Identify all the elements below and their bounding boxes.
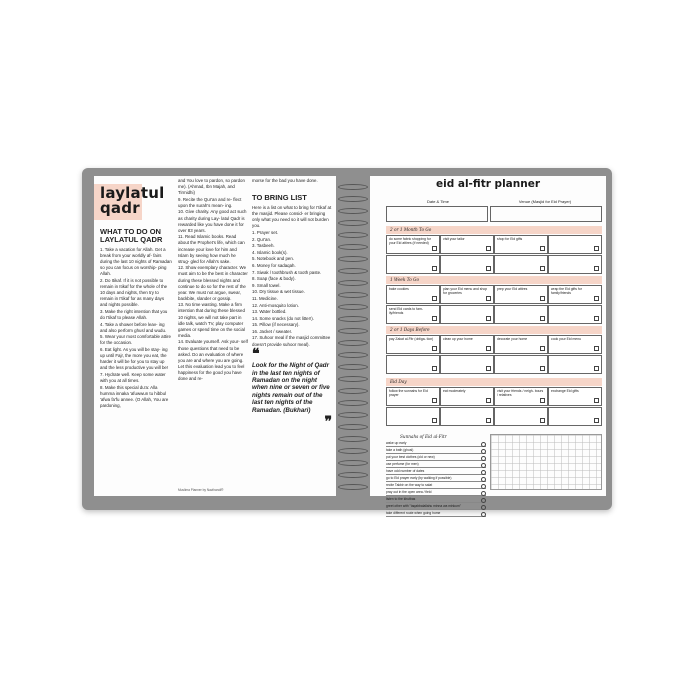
venue-header: Venue (Masjid for Eid Prayer)	[518, 199, 572, 204]
binder-ring	[338, 352, 368, 358]
sunnah-item	[386, 440, 486, 447]
task-checkbox[interactable]	[432, 366, 437, 371]
what-to-do-list-continued	[178, 178, 248, 382]
date-time-box[interactable]	[386, 206, 488, 222]
task-cell[interactable]	[494, 335, 548, 354]
section-label: Eid Day	[390, 379, 407, 384]
binder-ring	[338, 292, 368, 298]
task-label: exchange Eid gifts	[551, 389, 579, 393]
binder-ring	[338, 220, 368, 226]
section-label: 1 Week To Go	[390, 277, 419, 282]
task-checkbox[interactable]	[594, 398, 599, 403]
sunnah-text: take different route when going home	[386, 511, 441, 515]
sunnah-item	[386, 503, 486, 510]
list-item: 1. Take a vacation for Allah. Get a break from your worldly af- fairs during the last 10 nights of Ramadan so you can focus on worship- ping Allah.	[100, 247, 172, 277]
sunnah-text: take a bath (ghusl)	[386, 448, 414, 452]
task-label: do some fabric shopping for your Eid attires (if needed)	[389, 237, 431, 246]
binder-ring	[338, 460, 368, 466]
sunnah-text: pray out in the open area / field	[386, 490, 432, 494]
binder-ring	[338, 484, 368, 490]
task-cell[interactable]	[440, 285, 494, 304]
task-checkbox[interactable]	[432, 418, 437, 423]
quote-open-icon: ❝	[252, 346, 260, 363]
task-checkbox[interactable]	[594, 366, 599, 371]
bring-item: 3. Tasbeeh.	[252, 243, 275, 249]
binder-ring	[338, 448, 368, 454]
task-cell[interactable]	[548, 255, 602, 274]
binder-ring	[338, 328, 368, 334]
bring-item: 4. Islamic book(s).	[252, 249, 288, 255]
task-checkbox[interactable]	[594, 296, 599, 301]
binder-ring	[338, 184, 368, 190]
binder-ring	[338, 280, 368, 286]
binder-ring	[338, 304, 368, 310]
bring-item: 8. Soap (face & body).	[252, 276, 296, 282]
bring-item: 5. Notebook and pen.	[252, 256, 294, 262]
task-cell[interactable]	[386, 235, 440, 254]
task-checkbox[interactable]	[540, 366, 545, 371]
task-cell[interactable]	[386, 305, 440, 324]
task-label: visit your tailor	[443, 237, 465, 241]
list-item: 9. Recite the Qur'an and re- flect upon the surah's mean- ing.	[178, 196, 242, 208]
list-item: 8. Make this special du'a: Alla humma innaka 'afuwwun tu hibbul 'afwa fa'fu annee. (O Allah, You are pardoning,	[100, 384, 169, 408]
binder-ring	[338, 400, 368, 406]
sunnah-text: use perfume (for men)	[386, 462, 419, 466]
sunnah-item	[386, 489, 486, 496]
binder-ring	[338, 436, 368, 442]
task-label: follow the sunnahs for Eid prayer	[389, 389, 428, 398]
task-cell[interactable]	[494, 305, 548, 324]
sunnah-text: wake up early	[386, 441, 407, 445]
bring-item: 10. Dry tissue & wet tissue.	[252, 289, 305, 295]
task-cell[interactable]	[548, 355, 602, 374]
task-cell[interactable]	[386, 285, 440, 304]
title-line-2: qadr	[100, 199, 140, 217]
sunnah-item	[386, 475, 486, 482]
bring-item: 12. Anti-mosquito lotion.	[252, 302, 299, 308]
list-item: and You love to pardon, so pardon me). (Ahmad, Ibn Majah, and Tirmidhi)	[178, 178, 245, 196]
task-checkbox[interactable]	[486, 246, 491, 251]
task-label: bake cookies	[389, 287, 409, 291]
sunnah-checkbox[interactable]	[481, 470, 486, 475]
sunnah-item	[386, 454, 486, 461]
sunnah-checkbox[interactable]	[481, 512, 486, 517]
list-item: 6. Eat light. As you will be stay- ing up until Fajr, the more you eat, the harder it will be for you to stay up and the less productive you will be!	[100, 347, 169, 371]
task-cell[interactable]	[548, 305, 602, 324]
task-cell[interactable]	[548, 335, 602, 354]
binder-ring	[338, 412, 368, 418]
section-label: 2 or 1 Month To Go	[390, 227, 432, 232]
sunnah-label: Sunnahs of Eid al-Fitr	[400, 434, 447, 439]
sunnah-checkbox[interactable]	[481, 456, 486, 461]
task-checkbox[interactable]	[540, 246, 545, 251]
column-1	[100, 228, 172, 409]
eid-planner-title: eid al-fitr planner	[435, 178, 541, 190]
sunnah-item	[386, 447, 486, 454]
sunnah-text: put your best clothes (old or new)	[386, 455, 435, 459]
task-checkbox[interactable]	[594, 316, 599, 321]
task-checkbox[interactable]	[540, 346, 545, 351]
task-cell[interactable]	[548, 235, 602, 254]
task-cell[interactable]	[440, 387, 494, 406]
task-cell[interactable]	[386, 355, 440, 374]
task-label: visit your friends / neigh- bours / relatives	[497, 389, 544, 398]
binder-ring	[338, 340, 368, 346]
sunnah-checkbox[interactable]	[481, 449, 486, 454]
task-cell[interactable]	[386, 407, 440, 426]
task-checkbox[interactable]	[432, 266, 437, 271]
task-checkbox[interactable]	[432, 246, 437, 251]
list-item: 12. Show exemplary character. We must aim to be the best in character during these blessed nights and continue to do so for the rest of the year. We must not argue, swear, backbite, slander or gossip.	[178, 265, 248, 301]
task-cell[interactable]	[548, 285, 602, 304]
to-bring-intro: Here is a list on what to bring for I'tikaf at the masjid. Please consid- er bringing only what you need so it will not burden you.	[252, 205, 332, 229]
sunnah-checkbox[interactable]	[481, 498, 486, 503]
binder-ring	[338, 208, 368, 214]
task-label: pay Zakat al-Fitr (obliga- tion)	[389, 337, 434, 341]
bring-item: 14. Some snacks (do not litter!).	[252, 315, 314, 321]
section-label: 2 or 1 Days Before	[390, 327, 430, 332]
bring-item: 16. Jacket / sweater.	[252, 328, 293, 334]
task-label: decorate your home	[497, 337, 528, 341]
sunnah-text: have odd number of dates	[386, 469, 425, 473]
bring-item: 13. Water bottled.	[252, 309, 287, 315]
list-item: 11. Read Islamic books. Read about the Prophet's life, which can increase your love for him and Islam by seeing how much he strug- gled for Allah's sake.	[178, 234, 245, 264]
venue-box[interactable]	[490, 206, 602, 222]
task-checkbox[interactable]	[432, 296, 437, 301]
task-label: wrap the Eid gifts for family/friends	[551, 287, 582, 296]
task-checkbox[interactable]	[594, 266, 599, 271]
binder-ring	[338, 256, 368, 262]
left-page	[94, 176, 336, 496]
sunnah-checkbox[interactable]	[481, 484, 486, 489]
to-bring-heading: TO BRING LIST	[252, 193, 307, 203]
column-3	[252, 178, 332, 428]
task-cell[interactable]	[494, 255, 548, 274]
what-to-do-list	[100, 247, 172, 409]
task-label: prep your Eid attires	[497, 287, 528, 291]
sunnah-checkbox[interactable]	[481, 505, 486, 510]
binder-ring	[338, 364, 368, 370]
to-bring-list	[252, 230, 332, 348]
sunnah-text: recite Takbir on the way to salat	[386, 483, 433, 487]
notes-grid[interactable]	[490, 434, 602, 490]
sunnah-item	[386, 510, 486, 517]
task-cell[interactable]	[440, 407, 494, 426]
binder-ring	[338, 376, 368, 382]
task-checkbox[interactable]	[594, 246, 599, 251]
task-label: shop for Eid gifts	[497, 237, 523, 241]
binder-ring	[338, 424, 368, 430]
hadith-quote: Look for the Night of Qadr in the last ten nights of Ramadan on the night when nine or seven or five nights remain out of the last ten nights of the Ramadan. (Bukhari)	[252, 362, 330, 414]
binder-ring	[338, 316, 368, 322]
binder-ring	[338, 268, 368, 274]
bring-item: 6. Money for sadaqah.	[252, 262, 296, 268]
what-to-do-heading: WHAT TO DO ON LAYLATUL QADR	[100, 227, 163, 244]
task-checkbox[interactable]	[540, 398, 545, 403]
sunnah-checkbox[interactable]	[481, 491, 486, 496]
sunnah-checkbox[interactable]	[481, 463, 486, 468]
bring-item: 17. Suhoor meal if the masjid committee doesn't provide suhoor meal).	[252, 335, 331, 347]
title-line-1: laylatul	[100, 184, 165, 202]
sunnah-list	[386, 440, 486, 517]
left-page-title	[100, 186, 164, 216]
task-cell[interactable]	[440, 255, 494, 274]
list-item: 13. No time wasting. Make a firm intention that during these blessed 10 nights, we will not take part in idle talk, watch TV, play computer games or spend time on the social media.	[178, 302, 245, 338]
list-item: 3. Make the right intention that you do I'tikaf to please Allah.	[100, 308, 168, 321]
bring-item: 1. Prayer set.	[252, 229, 279, 235]
sunnah-item	[386, 482, 486, 489]
task-label: cook your Eid menu	[551, 337, 581, 341]
task-label: eat moderately	[443, 389, 466, 393]
task-cell[interactable]	[386, 387, 440, 406]
sunnah-item	[386, 496, 486, 503]
col3-intro: morse for the bad you have done.	[252, 178, 318, 183]
task-checkbox[interactable]	[432, 316, 437, 321]
task-label: clean up your home	[443, 337, 473, 341]
binder-ring	[338, 472, 368, 478]
list-item: 4. Take a shower before leav- ing and also perform ghusl and wudu.	[100, 321, 167, 333]
sunnah-text: greet other with "taqabbalallahu minna wa minkum"	[386, 504, 461, 508]
task-cell[interactable]	[386, 255, 440, 274]
task-cell[interactable]	[494, 285, 548, 304]
task-checkbox[interactable]	[486, 296, 491, 301]
task-cell[interactable]	[386, 335, 440, 354]
task-cell[interactable]	[494, 407, 548, 426]
task-cell[interactable]	[548, 387, 602, 406]
sunnah-item	[386, 461, 486, 468]
task-checkbox[interactable]	[486, 366, 491, 371]
task-checkbox[interactable]	[540, 296, 545, 301]
task-checkbox[interactable]	[432, 398, 437, 403]
sunnah-item	[386, 468, 486, 475]
task-checkbox[interactable]	[486, 316, 491, 321]
bring-item: 9. Small towel.	[252, 282, 281, 288]
binder-ring	[338, 388, 368, 394]
task-checkbox[interactable]	[540, 316, 545, 321]
bring-item: 15. Pillow (if necessary).	[252, 322, 300, 328]
task-checkbox[interactable]	[432, 346, 437, 351]
sunnah-text: listen to the khutbas	[386, 497, 416, 501]
list-item: 7. Hydrate well. Keep some water with you at all times.	[100, 371, 166, 383]
task-cell[interactable]	[440, 355, 494, 374]
task-checkbox[interactable]	[486, 346, 491, 351]
list-item: 10. Give charity. Any good act such as charity during Lay- latul Qadr is rewarded like you have done it for over 83 years.	[178, 209, 247, 233]
sunnah-text: go to Eid prayer early (by walking if possible)	[386, 476, 452, 480]
list-item: 14. Evaluate yourself. Ask your- self those questions that need to be asked. Do an evaluation of where you are and where you are going. Let this evaluation lead you to feel happiness for the good you have done and re-	[178, 339, 248, 381]
task-checkbox[interactable]	[486, 418, 491, 423]
task-checkbox[interactable]	[486, 398, 491, 403]
binder-ring	[338, 244, 368, 250]
bring-item: 11. Medicine.	[252, 295, 278, 301]
task-checkbox[interactable]	[486, 266, 491, 271]
task-label: plan your Eid menu and shop for groceries	[443, 287, 488, 296]
task-label: send Eid cards to fam- ily/friends	[389, 307, 423, 316]
page-footer: Muslima Planner by Nazihandi®	[178, 488, 224, 492]
list-item: 5. Wear your most comfortable attire for the occasion.	[100, 334, 171, 346]
task-checkbox[interactable]	[540, 418, 545, 423]
section-band	[386, 378, 602, 386]
task-cell[interactable]	[440, 235, 494, 254]
task-checkbox[interactable]	[594, 346, 599, 351]
binder-ring	[338, 196, 368, 202]
binder-ring	[338, 232, 368, 238]
bring-item: 7. Siwak / toothbrush & tooth paste.	[252, 269, 322, 275]
sunnah-checkbox[interactable]	[481, 477, 486, 482]
task-cell[interactable]	[494, 235, 548, 254]
task-checkbox[interactable]	[594, 418, 599, 423]
list-item: 2. Do Itikaf. If it is not possible to remain in Itikaf for the whole of the 10 days and nights, then try to remain in I'tikaf for as many days and nights possible.	[100, 277, 168, 308]
right-page	[370, 176, 606, 515]
spiral-binding	[336, 180, 370, 494]
sunnah-checkbox[interactable]	[481, 442, 486, 447]
date-time-header: Date & Time	[426, 199, 449, 204]
task-cell[interactable]	[440, 305, 494, 324]
column-2	[178, 178, 248, 383]
bring-item: 2. Qur'an.	[252, 236, 272, 242]
quote-close-icon: ❞	[324, 414, 332, 430]
task-checkbox[interactable]	[540, 266, 545, 271]
task-cell[interactable]	[494, 387, 548, 406]
task-cell[interactable]	[494, 355, 548, 374]
task-cell[interactable]	[440, 335, 494, 354]
task-cell[interactable]	[548, 407, 602, 426]
